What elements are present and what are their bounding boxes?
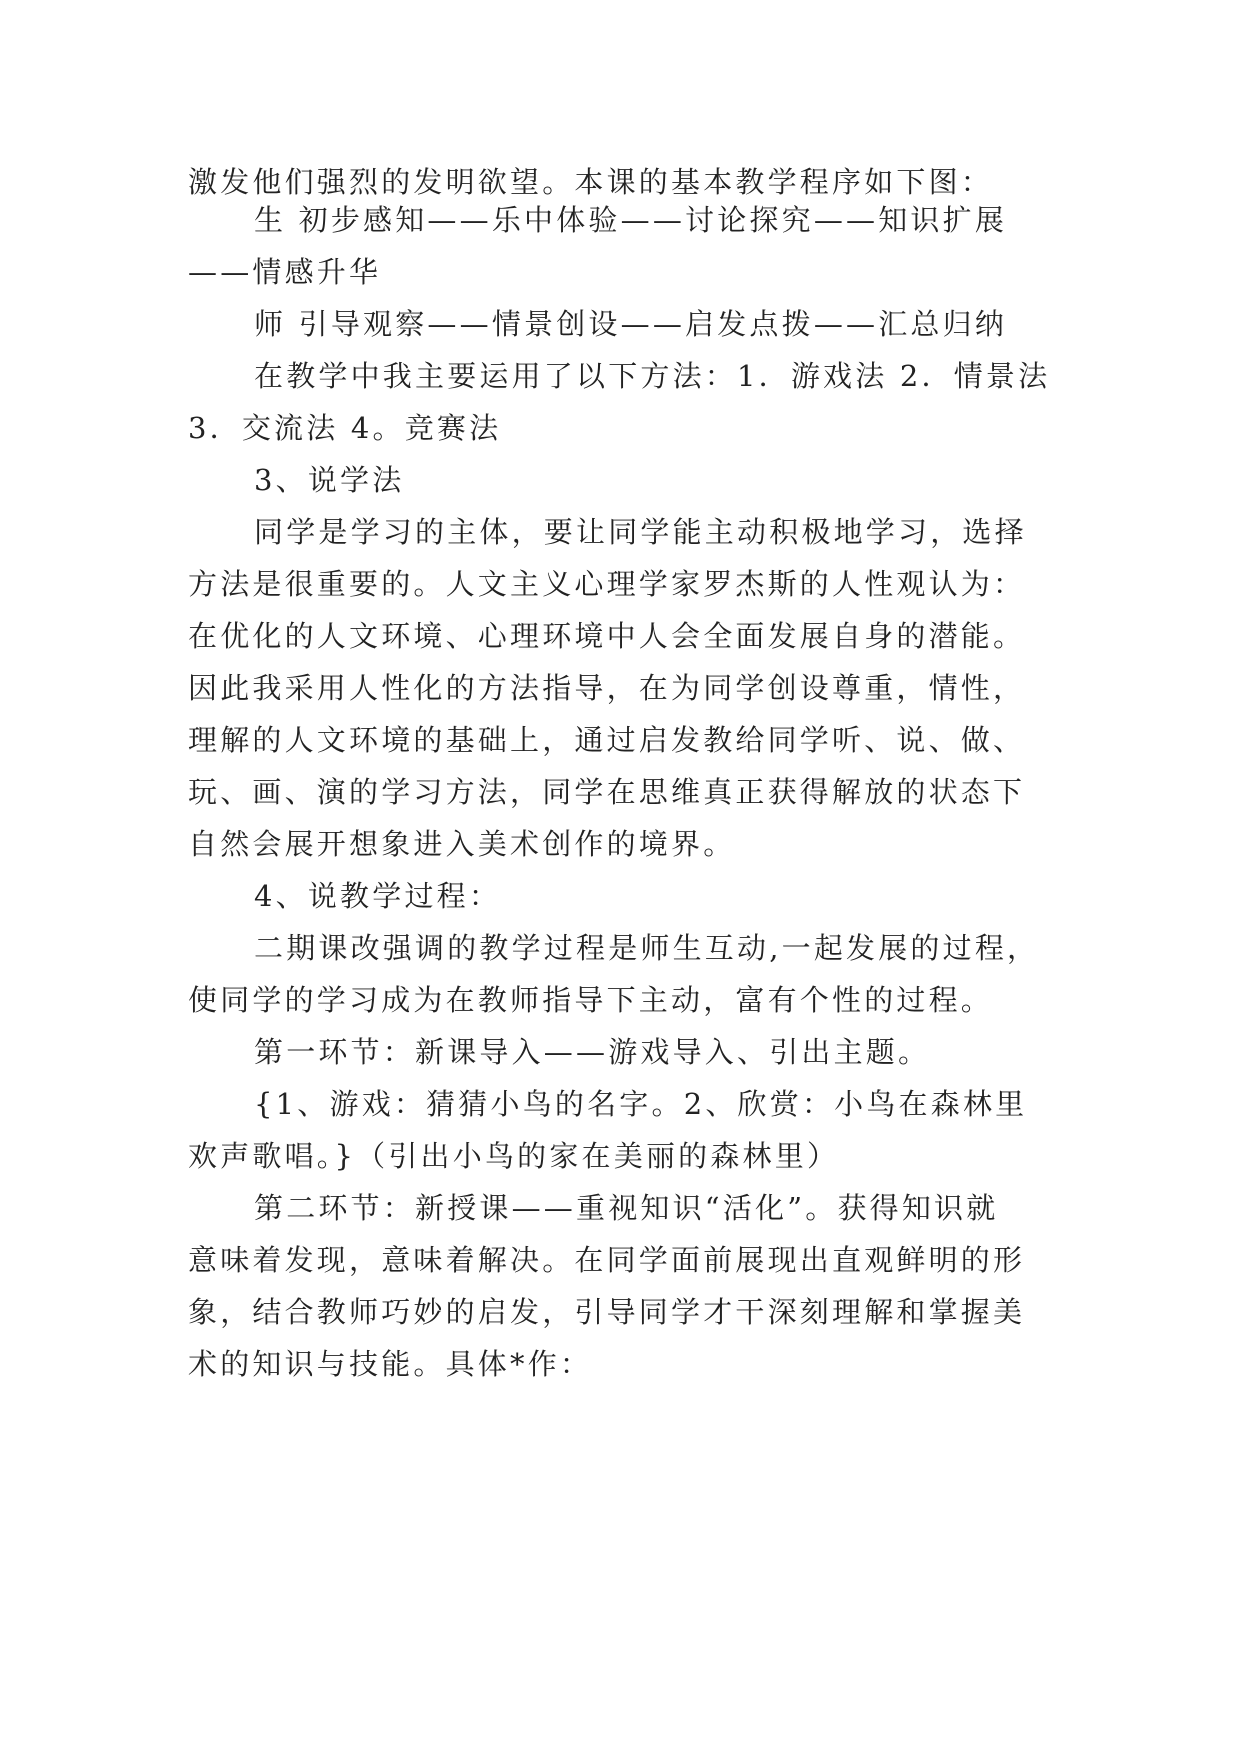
text-line: 师 引导观察——情景创设——启发点拨——汇总归纳: [254, 307, 1008, 341]
section-heading: 4、说教学过程：: [254, 879, 502, 913]
text-line: {1、游戏：猜猜小鸟的名字。2、欣赏：小鸟在森林里: [254, 1087, 1028, 1121]
text-line: 意味着发现，意味着解决。在同学面前展现出直观鲜明的形: [188, 1243, 1026, 1277]
text-line: ——情感升华: [188, 255, 382, 289]
text-line: 第二环节：新授课——重视知识“活化”。获得知识就: [254, 1191, 999, 1225]
text-line: 欢声歌唱。}（引出小鸟的家在美丽的森林里）: [188, 1139, 840, 1173]
text-line: 自然会展开想象进入美术创作的境界。: [188, 827, 736, 861]
text-line: 使同学的学习成为在教师指导下主动，富有个性的过程。: [188, 983, 994, 1017]
text-line: 在教学中我主要运用了以下方法：1．游戏法 2．情景法: [254, 359, 1051, 393]
text-line: 理解的人文环境的基础上，通过启发教给同学听、说、做、: [188, 723, 1026, 757]
text-line: 术的知识与技能。具体*作：: [188, 1347, 593, 1381]
text-line: 同学是学习的主体，要让同学能主动积极地学习，选择: [254, 515, 1027, 549]
text-line: 因此我采用人性化的方法指导，在为同学创设尊重，情性，: [188, 671, 1026, 705]
text-line: 生 初步感知——乐中体验——讨论探究——知识扩展: [254, 203, 1008, 237]
text-line: 激发他们强烈的发明欲望。本课的基本教学程序如下图：: [188, 165, 994, 199]
text-line: 二期课改强调的教学过程是师生互动,一起发展的过程，: [254, 931, 1040, 965]
text-line: 第一环节：新课导入——游戏导入、引出主题。: [254, 1035, 931, 1069]
text-line: 方法是很重要的。人文主义心理学家罗杰斯的人性观认为：: [188, 567, 1026, 601]
text-line: 在优化的人文环境、心理环境中人会全面发展自身的潜能。: [188, 619, 1026, 653]
text-line: 3．交流法 4。竞赛法: [188, 411, 502, 445]
section-heading: 3、说学法: [254, 463, 405, 497]
text-line: 玩、画、演的学习方法，同学在思维真正获得解放的状态下: [188, 775, 1026, 809]
text-line: 象，结合教师巧妙的启发，引导同学才干深刻理解和掌握美: [188, 1295, 1026, 1329]
